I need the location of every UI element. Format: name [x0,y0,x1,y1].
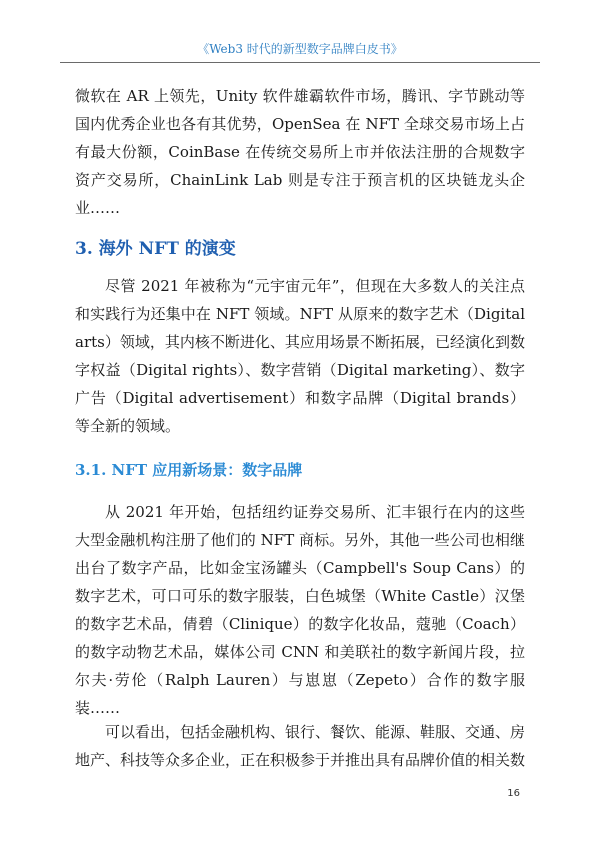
intro-section [75,82,525,222]
section-heading-3-1: 3.1. NFT 应用新场景：数字品牌 [75,461,303,479]
section-3-body [75,272,525,440]
section-3-1-body-continued [75,718,525,774]
section-3-paragraph: 尽管 2021 年被称为“元宇宙元年”，但现在大多数人的关注点和实践行为还集中在 NFT 领域。NFT 从原来的数字艺术（Digital arts）领域，其内核不断进化、其应用场景不断拓展，已经演化到数字权益（Digital rights）、数字营销（Digital marketing）、数字广告（Digital advertisement）和数字品牌（Digital brands）等全新的领域。 [75,277,525,435]
section-3-1-paragraph-b: 可以看出，包括金融机构、银行、餐饮、能源、鞋服、交通、房地产、科技等众多企业，正在积极参于并推出具有品牌价值的相关数 [75,723,526,769]
section-3-1-paragraph-a: 从 2021 年开始，包括纽约证券交易所、汇丰银行在内的这些大型金融机构注册了他们的 NFT 商标。另外，其他一些公司也相继出台了数字产品，比如金宝汤罐头（Campbell's Soup Cans）的数字艺术，可口可乐的数字服装，白色城堡（White Castle）汉堡的数字艺术品，倩碧（Clinique）的数字化妆品，蔻驰（Coach）的数字动物艺术品，媒体公司 CNN 和美联社的数字新闻片段，拉尔夫·劳伦（Ralph Lauren）与崽崽（Zepeto）合作的数字服装…… [75,503,525,717]
page-number: 16 [507,788,520,799]
intro-paragraph: 微软在 AR 上领先，Unity 软件雄霸软件市场，腾讯、字节跳动等国内优秀企业也各有其优势，OpenSea 在 NFT 全球交易市场上占有最大份额，CoinBase 在传统交易所上市并依法注册的合规数字资产交易所，ChainLink Lab 则是专注于预言机的区块链龙头企业…… [75,87,525,217]
header-divider [60,62,540,63]
section-3-1-body [75,498,525,722]
section-heading-3: 3. 海外 NFT 的演变 [75,239,236,259]
running-header: 《Web3 时代的新型数字品牌白皮书》 [197,42,403,56]
